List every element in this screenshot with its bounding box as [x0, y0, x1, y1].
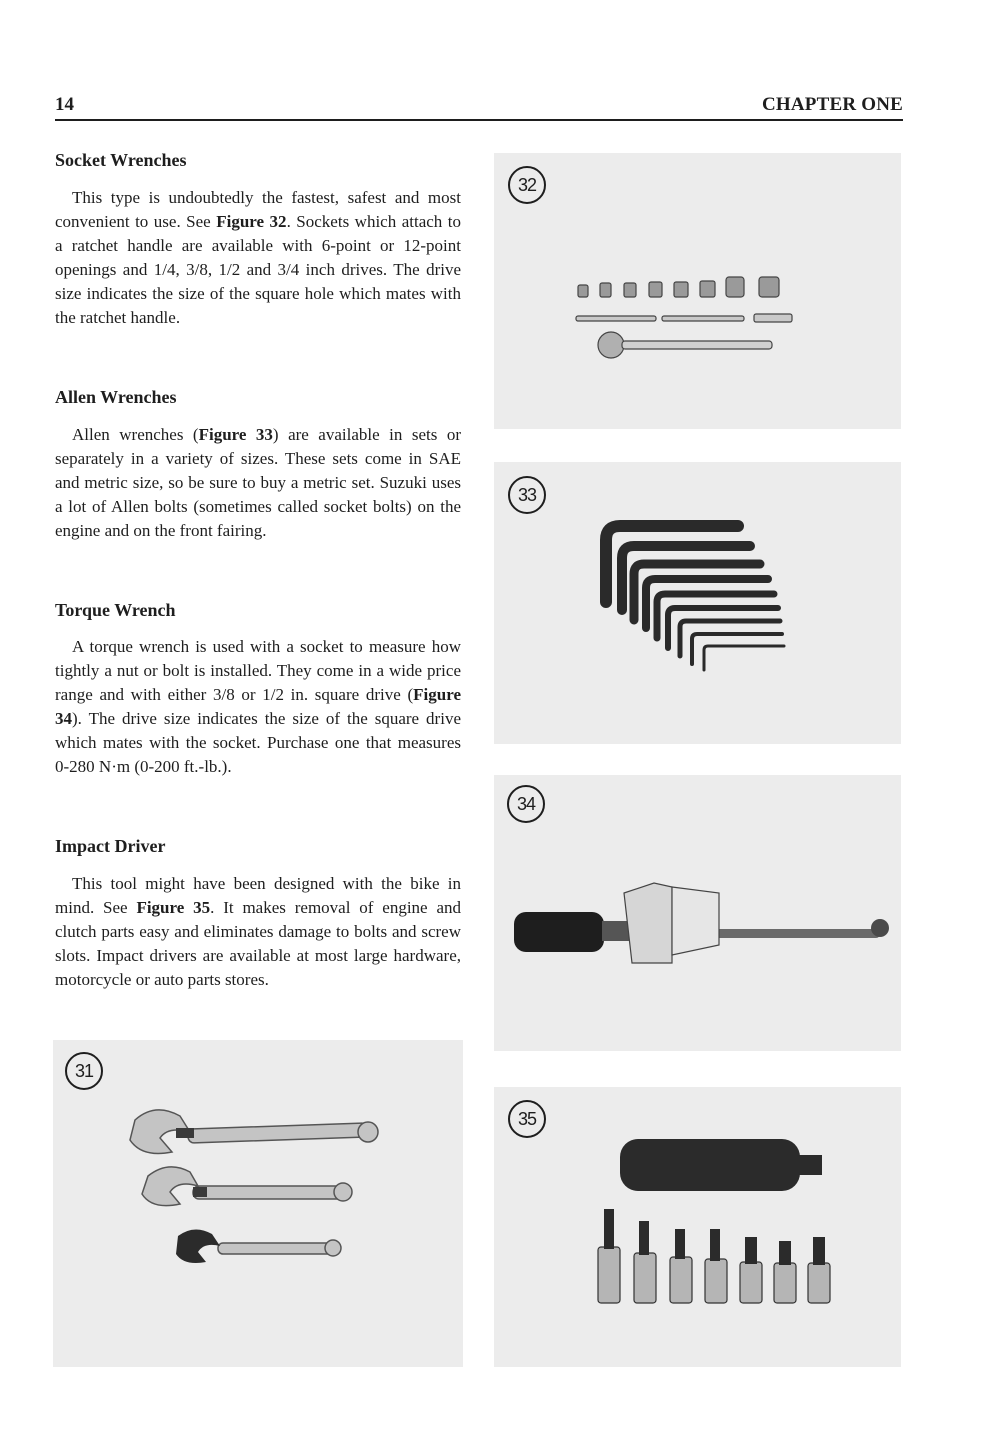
socket-set-photo: [494, 153, 901, 429]
figure-33-allen-wrenches: [494, 462, 901, 744]
header-rule: [55, 119, 903, 121]
figure-32-number: 32: [508, 166, 546, 204]
figure-31-number: 31: [65, 1052, 103, 1090]
adjustable-wrenches-photo: [53, 1040, 463, 1367]
allen-wrenches-photo: [494, 462, 901, 744]
figure-reference: Figure 35: [136, 898, 211, 917]
figure-34-number: 34: [507, 785, 545, 823]
figure-reference: Figure 32: [216, 212, 287, 231]
chapter-title: CHAPTER ONE: [761, 94, 903, 115]
figure-33-number: 33: [508, 476, 546, 514]
para-torque-wrench: A torque wrench is used with a socket to measure how tightly a nut or bolt is installed. They come in a wide price range and with either 3/8 or 1/2 in. square drive (Figure 34). The drive size indicates the size of the square drive which mates with the socket. Purchase one that measures 0-280 N·m (0-200 ft.-lb.).: [55, 637, 461, 776]
heading-allen-wrenches: Allen Wrenches: [55, 387, 177, 407]
page-number: 14: [55, 94, 74, 115]
figure-reference: Figure 34: [55, 685, 461, 728]
para-socket-wrenches: This type is undoubtedly the fastest, safest and most convenient to use. See Figure 32. Sockets which attach to a ratchet handle are available with 6-point or 12-point openings and 1/4, 3/8, 1/2 and 3/4 inch drives. The drive size indicates the size of the square hole which mates with the ratchet handle.: [55, 188, 461, 327]
para-allen-wrenches: Allen wrenches (Figure 33) are available in sets or separately in a variety of sizes. These sets come in SAE and metric size, so be sure to buy a metric set. Suzuki uses a lot of Allen bolts (sometimes called socket bolts) on the engine and on the front fairing.: [55, 425, 461, 540]
figure-32-socket-set: [494, 153, 901, 429]
heading-torque-wrench: Torque Wrench: [55, 600, 176, 620]
heading-impact-driver: Impact Driver: [55, 836, 166, 856]
figure-31-adjustable-wrenches: [53, 1040, 463, 1367]
figure-35-impact-driver: [494, 1087, 901, 1367]
impact-driver-photo: [494, 1087, 901, 1367]
figure-reference: Figure 33: [198, 425, 273, 444]
figure-35-number: 35: [508, 1100, 546, 1138]
para-impact-driver: This tool might have been designed with the bike in mind. See Figure 35. It makes removal of engine and clutch parts easy and eliminates damage to bolts and screw slots. Impact drivers are available at most large hardware, motorcycle or auto parts stores.: [55, 874, 461, 989]
figure-34-torque-wrench: [494, 775, 901, 1051]
heading-socket-wrenches: Socket Wrenches: [55, 150, 187, 170]
torque-wrench-photo: [494, 775, 901, 1051]
